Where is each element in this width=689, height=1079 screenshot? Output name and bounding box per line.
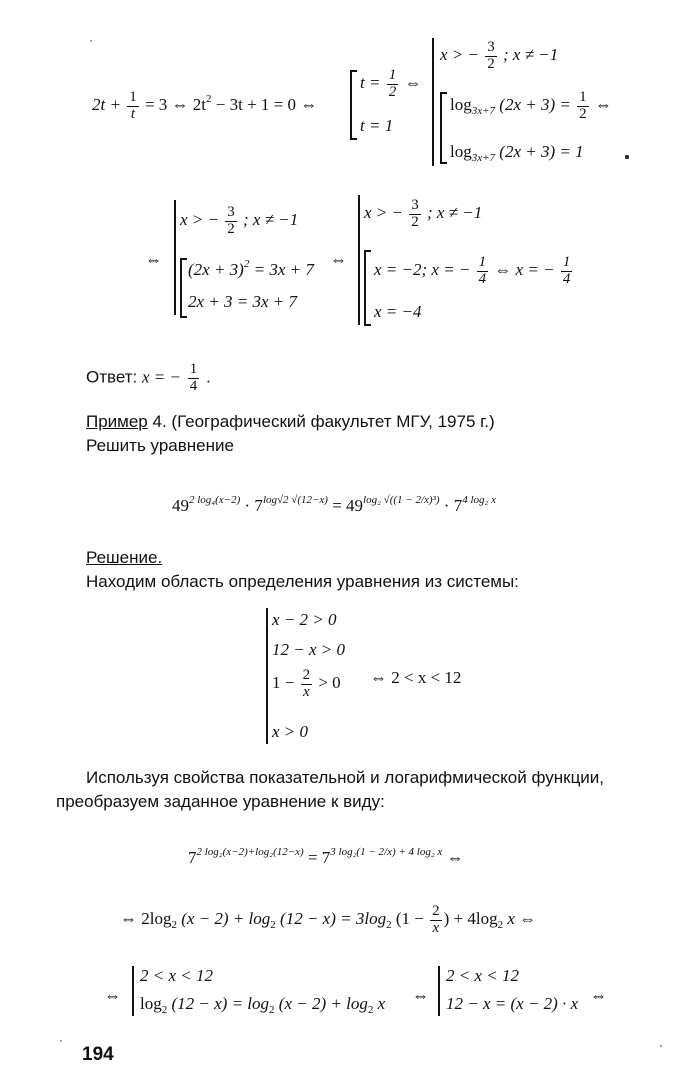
sys1-log-one: $\log_{3x+7} (2x + 3) = 1$ (450, 142, 584, 164)
page-number: 194 (82, 1044, 114, 1065)
case-bracket (440, 92, 447, 164)
system-brace (174, 200, 176, 315)
domain-line1: x − 2 > 0 (272, 610, 337, 629)
e3-left-line2: $\log_2 (12 - x) = \log_2 (x - 2) + \log_2 x$ (140, 994, 386, 1016)
e3-right-line2: 12 − x = (x − 2) · x (446, 994, 579, 1013)
domain-line4: x > 0 (272, 722, 309, 741)
iff-symbol: ⇔ (590, 986, 607, 1005)
task-text: Решить уравнение (86, 436, 234, 455)
case-t-one: t = 1 (360, 116, 394, 135)
e3-right-line1: 2 < x < 12 (446, 966, 519, 985)
scan-speck (60, 1040, 62, 1042)
system-brace (132, 966, 134, 1016)
eq-text: ⇔ (404, 73, 422, 93)
eq-text: − 3t + 1 = 0 ⇔ (215, 95, 318, 115)
iff-symbol: ⇔ (145, 250, 162, 269)
b2-right-line2: x = −2; x = − $\frac{1}{4}$ ⇔ x = − $\frac{1}{4}$ (374, 254, 571, 287)
domain-brace (266, 608, 268, 744)
transform-text1: Используя свойства показательной и логарифмической функции, (86, 768, 605, 787)
case-bracket (364, 250, 371, 326)
iff-symbol: ⇔ (412, 986, 429, 1005)
iff-symbol: ⇔ (104, 986, 121, 1005)
system-brace (358, 195, 360, 325)
domain-line3: 1 − $\frac{2}{x}$ > 0 (272, 667, 341, 700)
eq-text: = 3 ⇔ 2t (144, 95, 207, 115)
answer-line: Ответ: x = − $\frac{1}{4}$ . (86, 361, 211, 394)
fraction: $\frac{1}{t}$ (129, 89, 137, 122)
e3-left-line1: 2 < x < 12 (140, 966, 213, 985)
sys1-log-half: $\log_{3x+7} (2x + 3)$ = $\frac{1}{2}$ ⇔ (450, 89, 612, 122)
transform-eq1: $7^{2 log_2(x-2)+log_2(12-x)} = 7^{3 log_2(1 - 2/x) + 4 log_2 x}$ ⇔ (188, 846, 464, 867)
case-bracket (180, 258, 187, 318)
case-bracket (350, 70, 357, 140)
sys1-condition: x > − $\frac{3}{2}$ ; x ≠ −1 (440, 39, 559, 72)
b2-left-line1: x > − $\frac{3}{2}$ ; x ≠ −1 (180, 204, 299, 237)
fraction: $\frac{1}{2}$ (388, 67, 397, 100)
case-t-half (360, 68, 421, 101)
b2-right-line3: x = −4 (374, 302, 422, 321)
transform-text2: преобразуем заданное уравнение к виду: (56, 792, 385, 811)
scan-speck (625, 155, 629, 159)
scan-speck (90, 40, 92, 42)
domain-result: ⇔ 2 < x < 12 (370, 668, 462, 687)
transform-eq2: ⇔ $2\log_2$ $(x - 2) + \log_2 (12 - x) = 3\log_2$ (1 − $\frac{2}{x}$ ) + $4\log_2$ x ⇔ (120, 903, 537, 936)
system-brace (438, 966, 440, 1016)
equation-t-quadratic: 2t + $\frac{1}{t}$ = 3 ⇔ $2t^2 - 3t + 1 = 0$ ⇔ (92, 89, 318, 122)
b2-left-line3: 2x + 3 = 3x + 7 (188, 292, 298, 311)
solution-heading: Решение. (86, 548, 163, 567)
example-title: Пример 4. (Географический факультет МГУ, 1975 г.) (86, 412, 495, 431)
domain-line2: 12 − x > 0 (272, 640, 345, 659)
scan-speck (660, 1045, 662, 1047)
b2-left-line2: $(2x + 3)^2 = 3x + 7$ (188, 258, 314, 279)
eq-text: 2t + (92, 95, 121, 115)
b2-right-line1: x > − $\frac{3}{2}$ ; x ≠ −1 (364, 197, 483, 230)
system-brace (432, 38, 434, 166)
eq-text: t = (360, 73, 381, 93)
main-equation: $49^{2 log_4(x-2)} \cdot 7^{log√2 √(12-x)} = 49^{log_2 √((1 - 2/x)^3)} \cdot 7^{4 log_2 x}$ (172, 494, 496, 515)
example-link: Пример (86, 412, 148, 431)
answer-label: Ответ: (86, 367, 138, 387)
solution-text: Находим область определения уравнения из системы: (86, 572, 519, 591)
iff-symbol: ⇔ (330, 250, 347, 269)
